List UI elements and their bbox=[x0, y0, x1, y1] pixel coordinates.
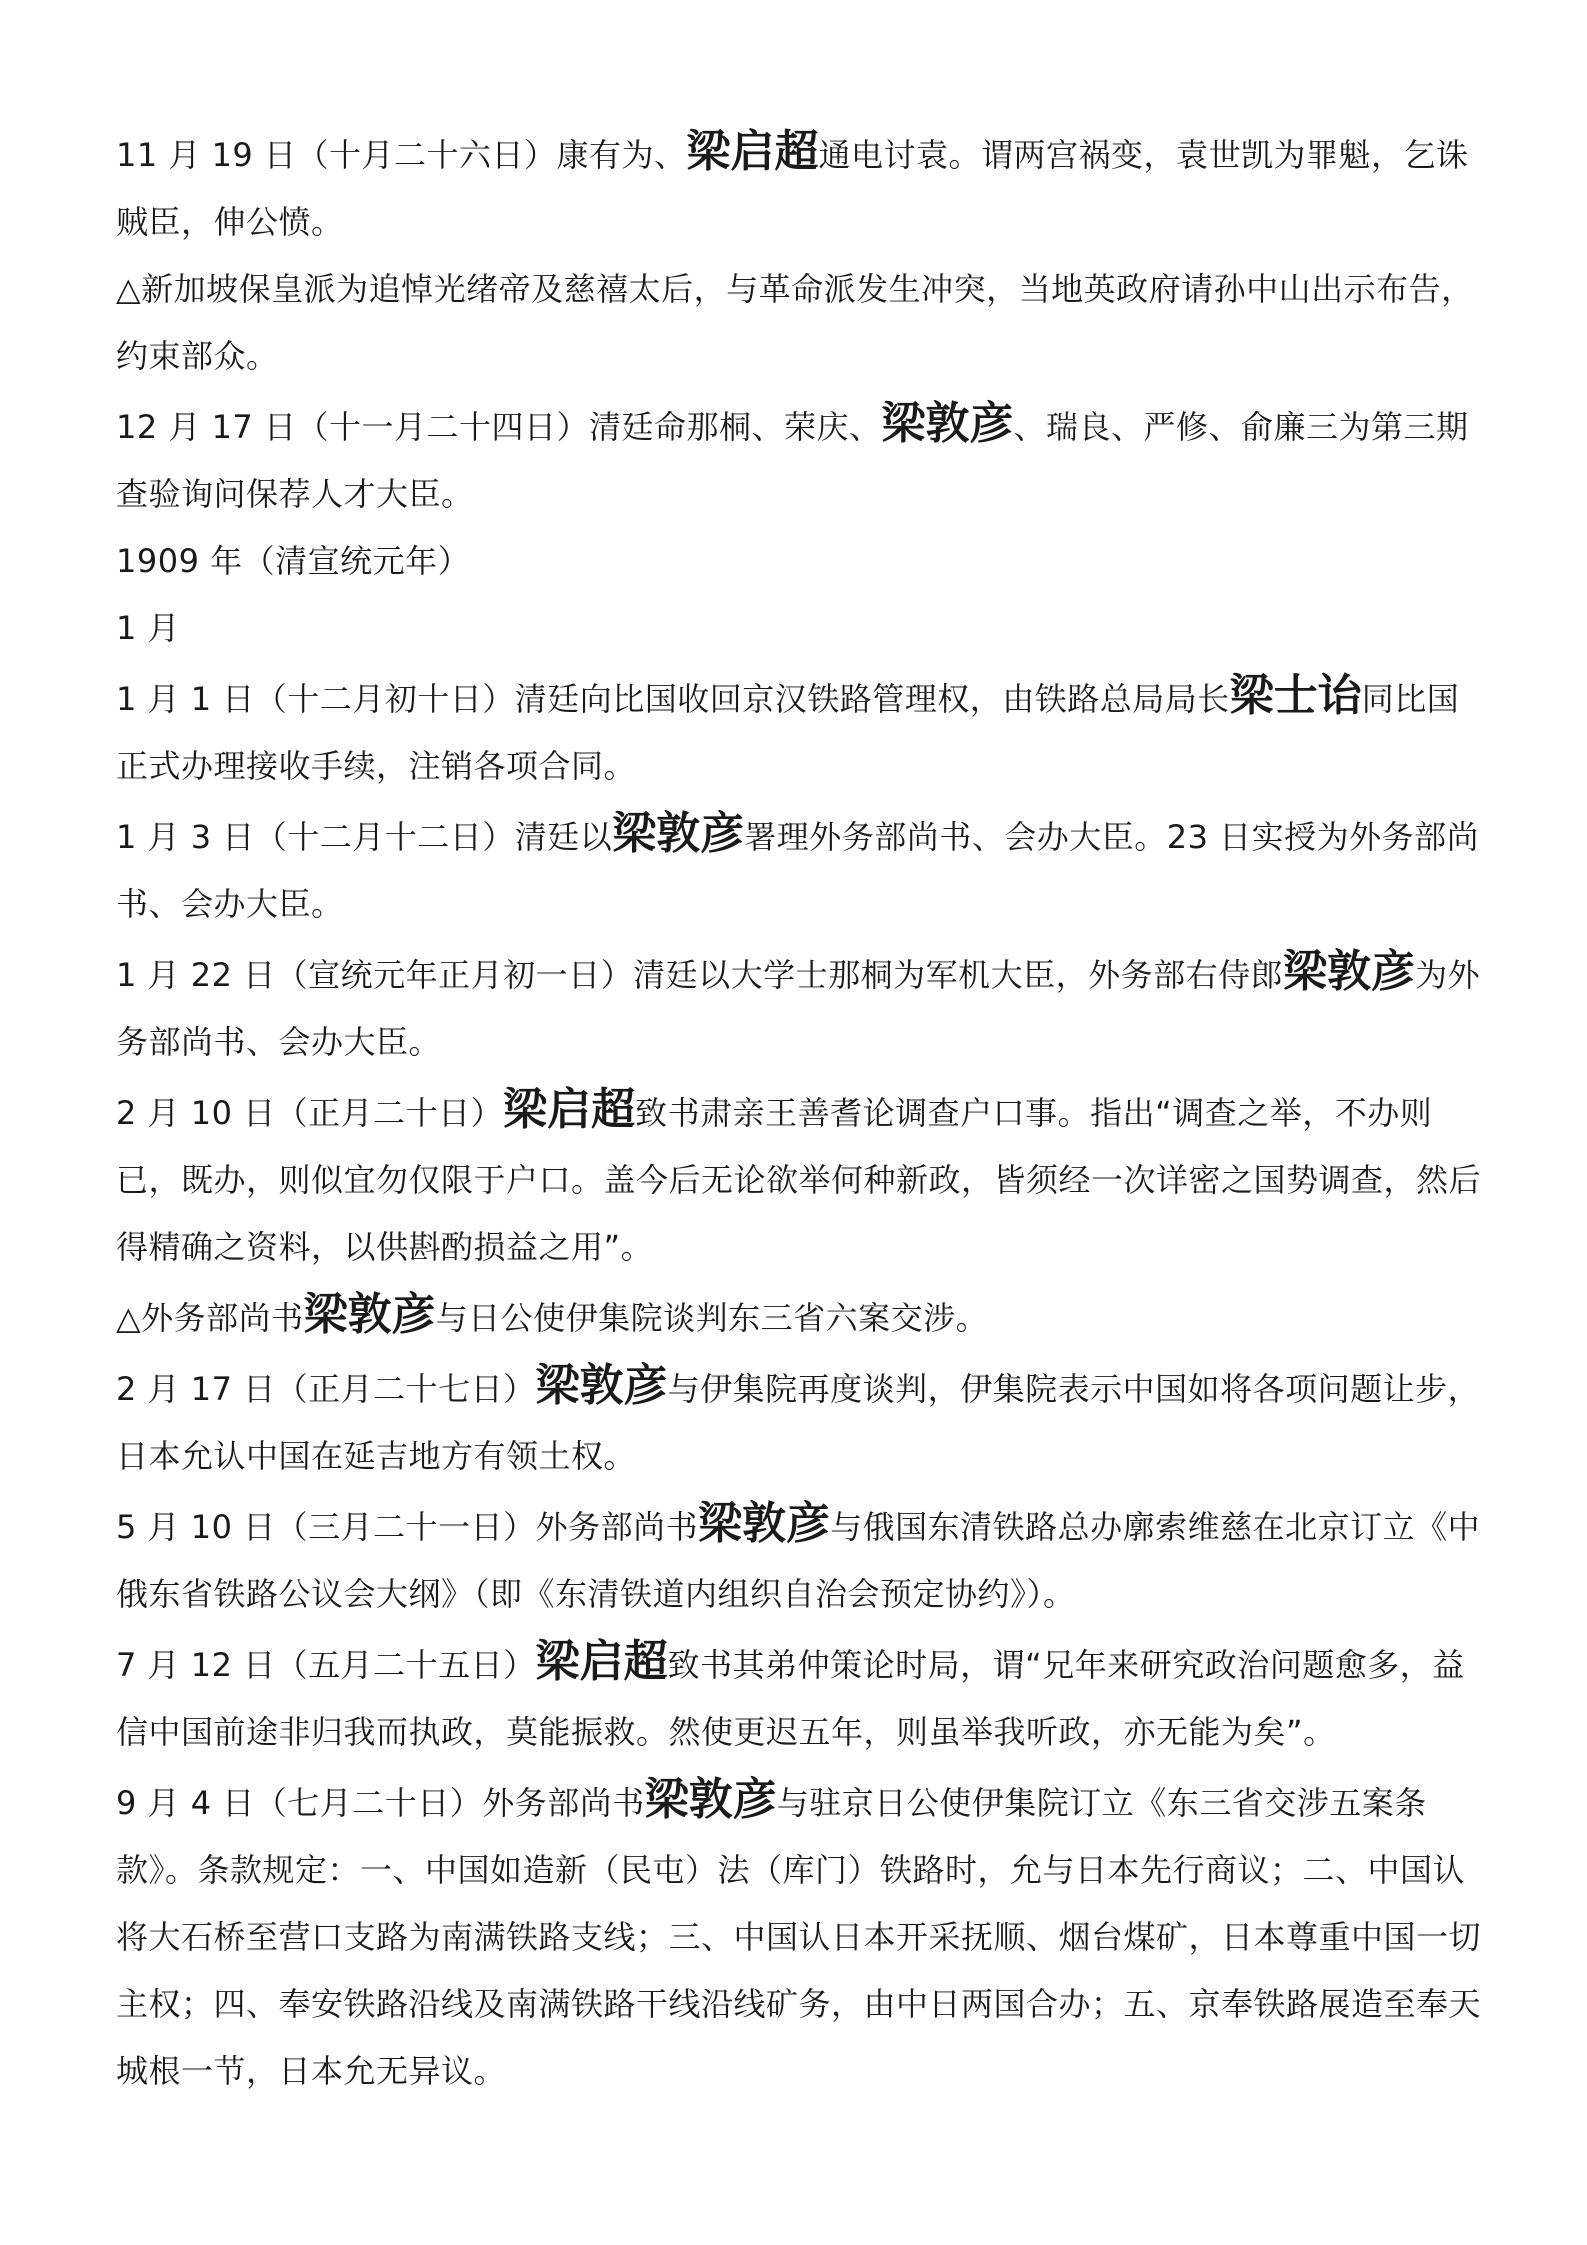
paragraph-13 bbox=[116, 1628, 1486, 1766]
text-segment: 9 月 4 日（七月二十日）外务部尚书 bbox=[116, 1784, 645, 1822]
paragraph-2 bbox=[116, 256, 1486, 390]
paragraph-11 bbox=[116, 1352, 1486, 1490]
text-segment: 7 月 12 日（五月二十五日） bbox=[116, 1646, 536, 1684]
paragraph-14 bbox=[116, 1766, 1486, 2105]
text-segment: 1 月 3 日（十二月十二日）清廷以 bbox=[116, 818, 613, 856]
text-segment: 2 月 10 日（正月二十日） bbox=[116, 1094, 504, 1132]
text-segment: 与日公使伊集院谈判东三省六案交涉。 bbox=[435, 1299, 989, 1337]
paragraph-10 bbox=[116, 1281, 1486, 1352]
text-segment: 致书其弟仲策论时局，谓“兄年来研究政治问题愈多，益信中国前途非归我而执政，莫能振救。然使更迟五年，则虽举我听政，亦无能为矣”。 bbox=[116, 1646, 1465, 1751]
text-segment: 与俄国东清铁路总办廓索维慈在北京订立《中俄东省铁路公议会大纲》（即《东清铁道内组织自治会预定协约》）。 bbox=[116, 1508, 1481, 1613]
person-name: 梁敦彦 bbox=[698, 1498, 831, 1549]
text-segment: 、瑞良、严修、俞廉三为第三期查验询问保荐人才大臣。 bbox=[116, 408, 1469, 513]
paragraph-8 bbox=[116, 938, 1486, 1076]
person-name: 梁敦彦 bbox=[881, 398, 1014, 449]
text-segment: 1 月 22 日（宣统元年正月初一日）清廷以大学士那桐为军机大臣，外务部右侍郎 bbox=[116, 956, 1284, 994]
year-heading bbox=[116, 528, 1486, 595]
paragraph-3 bbox=[116, 390, 1486, 528]
paragraph-7 bbox=[116, 800, 1486, 938]
paragraph-12 bbox=[116, 1490, 1486, 1628]
text-segment: △新加坡保皇派为追悼光绪帝及慈禧太后，与革命派发生冲突，当地英政府请孙中山出示布告，约束部众。 bbox=[116, 270, 1474, 375]
person-name: 梁敦彦 bbox=[612, 808, 745, 859]
text-segment: 与伊集院再度谈判，伊集院表示中国如将各项问题让步，日本允认中国在延吉地方有领土权。 bbox=[116, 1370, 1481, 1475]
person-name: 梁敦彦 bbox=[303, 1289, 436, 1340]
person-name: 梁敦彦 bbox=[644, 1774, 777, 1825]
paragraph-6 bbox=[116, 662, 1486, 800]
document-page bbox=[116, 118, 1486, 2105]
text-segment: 2 月 17 日（正月二十七日） bbox=[116, 1370, 536, 1408]
text-segment: 5 月 10 日（三月二十一日）外务部尚书 bbox=[116, 1508, 699, 1546]
person-name: 梁敦彦 bbox=[1283, 946, 1416, 997]
text-segment: 1 月 1 日（十二月初十日）清廷向比国收回京汉铁路管理权，由铁路总局局长 bbox=[116, 680, 1230, 718]
text-segment: 1 月 bbox=[116, 609, 181, 647]
text-segment: 12 月 17 日（十一月二十四日）清廷命那桐、荣庆、 bbox=[116, 408, 882, 446]
text-segment: △外务部尚书 bbox=[116, 1299, 304, 1337]
person-name: 梁启超 bbox=[686, 126, 819, 177]
person-name: 梁启超 bbox=[535, 1636, 668, 1687]
paragraph-9 bbox=[116, 1076, 1486, 1281]
paragraph-1 bbox=[116, 118, 1486, 256]
person-name: 梁启超 bbox=[503, 1084, 636, 1135]
text-segment: 通电讨袁。谓两宫祸变，袁世凯为罪魁，乞诛贼臣，伸公愤。 bbox=[116, 136, 1469, 241]
text-segment: 同比国正式办理接收手续，注销各项合同。 bbox=[116, 680, 1460, 785]
text-segment: 致书肃亲王善耆论调查户口事。指出“调查之举，不办则已，既办，则似宜勿仅限于户口。盖今后无论欲举何种新政，皆须经一次详密之国势调查，然后得精确之资料，以供斟酌损益之用”。 bbox=[116, 1094, 1482, 1266]
text-segment: 为外务部尚书、会办大臣。 bbox=[116, 956, 1481, 1061]
month-heading bbox=[116, 595, 1486, 662]
text-segment: 署理外务部尚书、会办大臣。23 日实授为外务部尚书、会办大臣。 bbox=[116, 818, 1480, 923]
text-segment: 1909 年（清宣统元年） bbox=[116, 542, 471, 580]
person-name: 梁敦彦 bbox=[535, 1360, 668, 1411]
text-segment: 11 月 19 日（十月二十六日）康有为、 bbox=[116, 136, 687, 174]
person-name: 梁士诒 bbox=[1229, 670, 1362, 721]
text-segment: 与驻京日公使伊集院订立《东三省交涉五案条款》。条款规定：一、中国如造新（民屯）法（库门）铁路时，允与日本先行商议；二、中国认将大石桥至营口支路为南满铁路支线；三、中国认日本开采抚顺、烟台煤矿，日本尊重中国一切主权；四、奉安铁路沿线及南满铁路干线沿线矿务，由中日两国合办；五、京奉铁路展造至奉天城根一节，日本允无异议。 bbox=[116, 1784, 1482, 2090]
